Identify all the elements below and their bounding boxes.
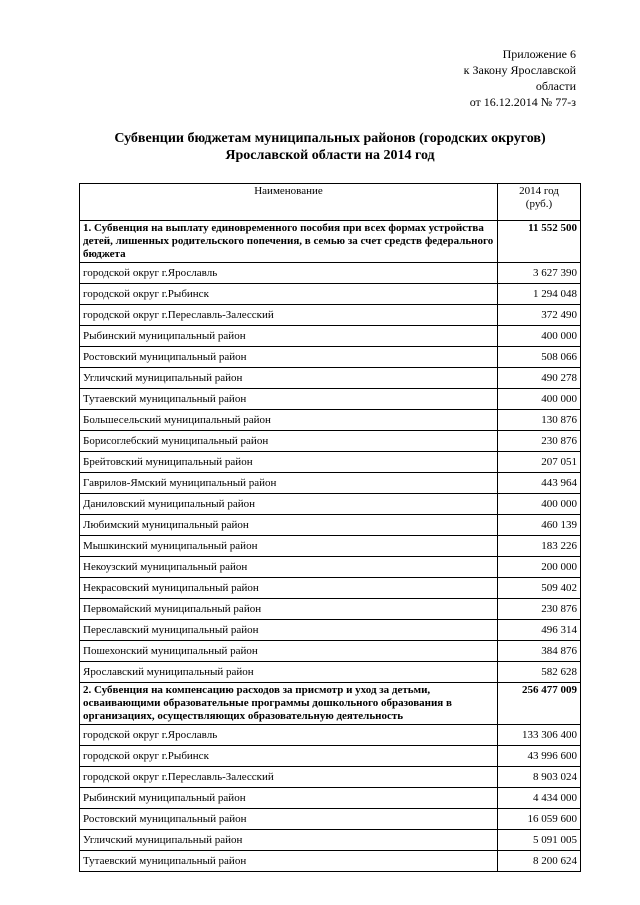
municipality-name: Борисоглебский муниципальный район (80, 431, 498, 452)
section-row (80, 221, 581, 263)
table-row (80, 305, 581, 326)
amount-value: 8 903 024 (498, 767, 581, 788)
municipality-name: Тутаевский муниципальный район (80, 389, 498, 410)
municipality-name: Брейтовский муниципальный район (80, 452, 498, 473)
section-title: 1. Субвенция на выплату единовременного пособия при всех формах устройства детей, лишенных родительского попечения, в семью за счет средств федерального бюджета (80, 221, 498, 263)
table-row (80, 515, 581, 536)
amount-value: 230 876 (498, 599, 581, 620)
section-total: 11 552 500 (498, 221, 581, 263)
amount-value: 400 000 (498, 389, 581, 410)
appendix-header (464, 46, 576, 110)
municipality-name: городской округ г.Ярославль (80, 725, 498, 746)
amount-value: 230 876 (498, 431, 581, 452)
amount-value: 43 996 600 (498, 746, 581, 767)
appendix-line: к Закону Ярославской (463, 63, 576, 77)
header-unit: (руб.) (525, 198, 553, 210)
table-row (80, 620, 581, 641)
table-row (80, 599, 581, 620)
subventions-table (79, 183, 581, 872)
amount-value: 4 434 000 (498, 788, 581, 809)
municipality-name: Некоузский муниципальный район (80, 557, 498, 578)
title-line: Ярославской области на 2014 год (225, 148, 435, 163)
amount-value: 133 306 400 (498, 725, 581, 746)
municipality-name: Угличский муниципальный район (80, 368, 498, 389)
amount-value: 183 226 (498, 536, 581, 557)
column-header-year (498, 184, 581, 221)
section-title: 2. Субвенция на компенсацию расходов за присмотр и уход за детьми, осваивающими образовательные программы дошкольного образования в организациях, осуществляющих образовательную деятельность (80, 683, 498, 725)
amount-value: 496 314 (498, 620, 581, 641)
table-row (80, 725, 581, 746)
table-row (80, 641, 581, 662)
municipality-name: городской округ г.Переславль-Залесский (80, 767, 498, 788)
municipality-name: Даниловский муниципальный район (80, 494, 498, 515)
table-row (80, 557, 581, 578)
amount-value: 460 139 (498, 515, 581, 536)
title-line: Субвенции бюджетам муниципальных районов (городских округов) (114, 131, 546, 146)
amount-value: 443 964 (498, 473, 581, 494)
municipality-name: Ярославский муниципальный район (80, 662, 498, 683)
amount-value: 400 000 (498, 326, 581, 347)
document-title (60, 130, 600, 164)
municipality-name: Рыбинский муниципальный район (80, 326, 498, 347)
table-row (80, 662, 581, 683)
amount-value: 508 066 (498, 347, 581, 368)
table-row (80, 830, 581, 851)
table-row (80, 347, 581, 368)
municipality-name: Тутаевский муниципальный район (80, 851, 498, 872)
table-row (80, 767, 581, 788)
municipality-name: Любимский муниципальный район (80, 515, 498, 536)
municipality-name: Угличский муниципальный район (80, 830, 498, 851)
table-row (80, 578, 581, 599)
amount-value: 130 876 (498, 410, 581, 431)
municipality-name: Рыбинский муниципальный район (80, 788, 498, 809)
section-total: 256 477 009 (498, 683, 581, 725)
appendix-line: области (535, 79, 576, 93)
municipality-name: городской округ г.Рыбинск (80, 746, 498, 767)
table-row (80, 473, 581, 494)
table-row (80, 494, 581, 515)
appendix-date-line: от 16.12.2014 № 77-з (469, 95, 576, 109)
table-row (80, 326, 581, 347)
table-row (80, 389, 581, 410)
column-header-name: Наименование (80, 184, 498, 221)
municipality-name: Мышкинский муниципальный район (80, 536, 498, 557)
appendix-line: Приложение 6 (502, 47, 576, 61)
table-row (80, 851, 581, 872)
amount-value: 200 000 (498, 557, 581, 578)
municipality-name: городской округ г.Рыбинск (80, 284, 498, 305)
table-row (80, 809, 581, 830)
table-row (80, 284, 581, 305)
table-header-row (80, 184, 581, 221)
municipality-name: Некрасовский муниципальный район (80, 578, 498, 599)
amount-value: 3 627 390 (498, 263, 581, 284)
municipality-name: Пошехонский муниципальный район (80, 641, 498, 662)
municipality-name: городской округ г.Переславль-Залесский (80, 305, 498, 326)
municipality-name: Гаврилов-Ямский муниципальный район (80, 473, 498, 494)
municipality-name: Переславский муниципальный район (80, 620, 498, 641)
table-row (80, 452, 581, 473)
municipality-name: Большесельский муниципальный район (80, 410, 498, 431)
municipality-name: Первомайский муниципальный район (80, 599, 498, 620)
amount-value: 582 628 (498, 662, 581, 683)
municipality-name: Ростовский муниципальный район (80, 347, 498, 368)
table-row (80, 263, 581, 284)
table-row (80, 368, 581, 389)
table-body (80, 184, 581, 872)
table-row (80, 788, 581, 809)
table-row (80, 431, 581, 452)
amount-value: 372 490 (498, 305, 581, 326)
table-row (80, 536, 581, 557)
amount-value: 16 059 600 (498, 809, 581, 830)
amount-value: 5 091 005 (498, 830, 581, 851)
amount-value: 1 294 048 (498, 284, 581, 305)
section-row (80, 683, 581, 725)
amount-value: 384 876 (498, 641, 581, 662)
table-row (80, 746, 581, 767)
amount-value: 207 051 (498, 452, 581, 473)
municipality-name: городской округ г.Ярославль (80, 263, 498, 284)
amount-value: 490 278 (498, 368, 581, 389)
municipality-name: Ростовский муниципальный район (80, 809, 498, 830)
amount-value: 509 402 (498, 578, 581, 599)
amount-value: 8 200 624 (498, 851, 581, 872)
table-row (80, 410, 581, 431)
amount-value: 400 000 (498, 494, 581, 515)
header-year: 2014 год (519, 185, 559, 197)
